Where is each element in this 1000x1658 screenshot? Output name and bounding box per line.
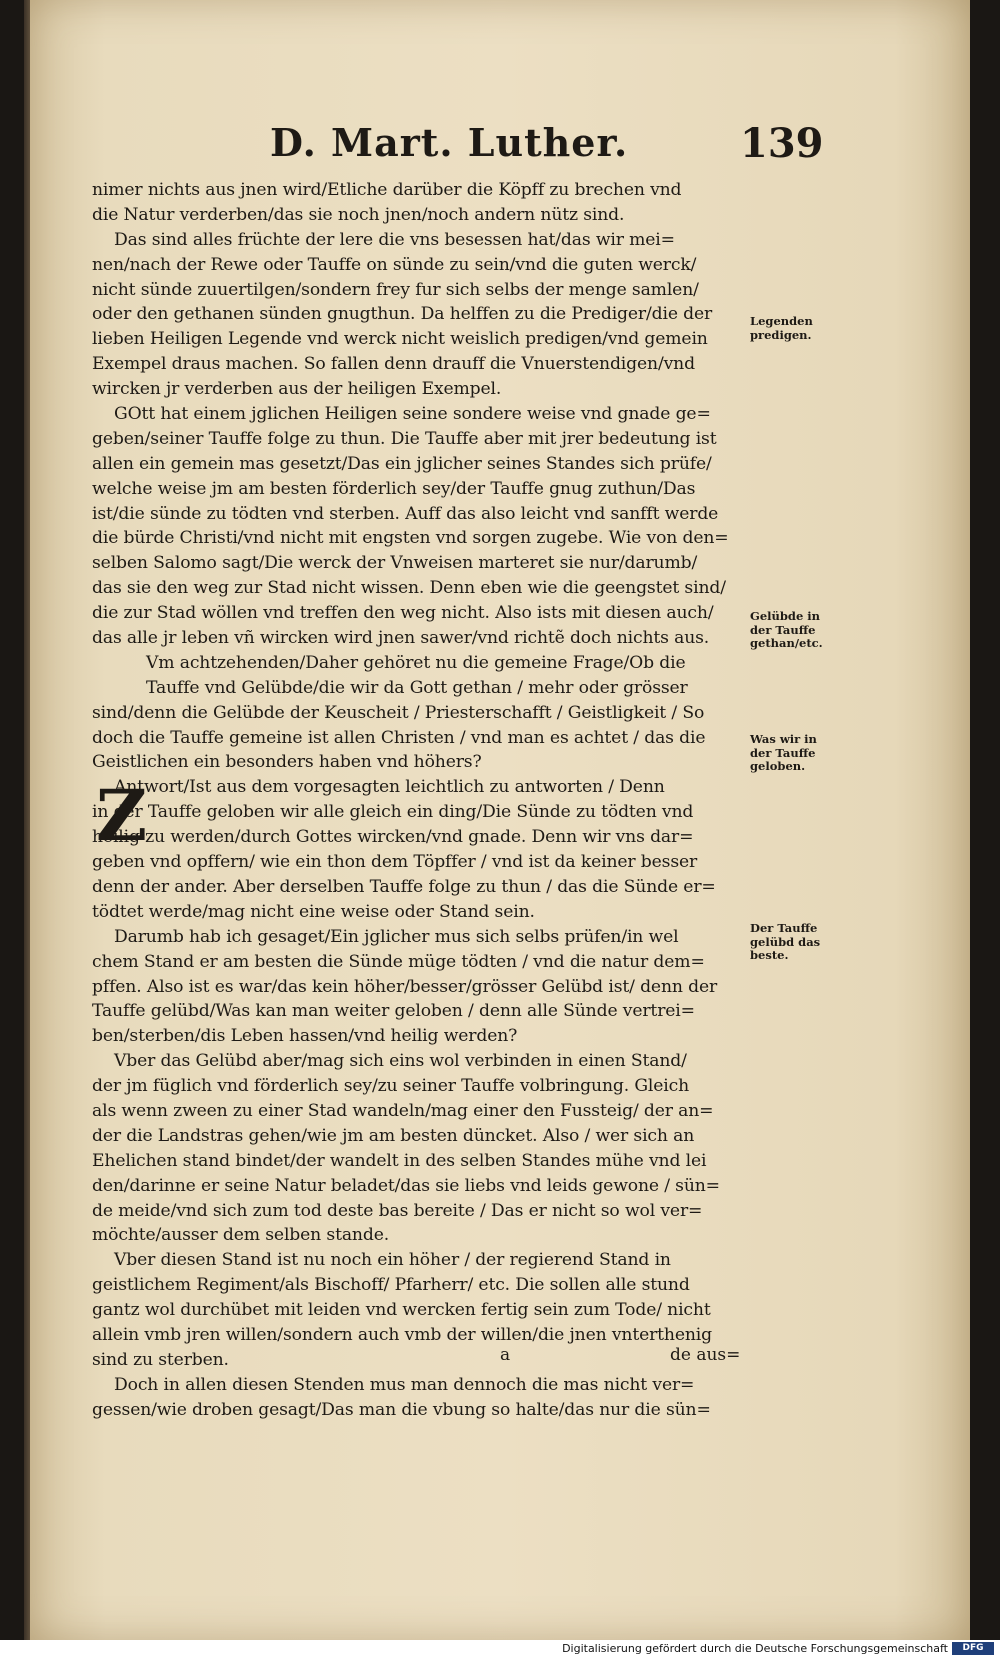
marginal-line: predigen. [750, 327, 812, 342]
text-line: selben Salomo sagt/Die werck der Vnweisen marteret sie nur/darumb/ [92, 553, 698, 574]
text-line: allein vmb jren willen/sondern auch vmb der willen/die jnen vnterthenig [92, 1324, 712, 1345]
text-line: sind/denn die Gelübde der Keuscheit / Priesterschafft / Geistligkeit / So [92, 702, 705, 723]
text-line: Ehelichen stand bindet/der wandelt in des selben Standes mühe vnd lei [92, 1150, 707, 1171]
text-line: allen ein gemein mas gesetzt/Das ein jglicher seines Standes sich prüfe/ [92, 453, 712, 474]
marginal-line: Was wir in [750, 732, 817, 746]
dfg-logo-icon: DFG [952, 1642, 994, 1655]
text-line: heilig zu werden/durch Gottes wircken/vnd gnade. Denn wir vns dar= [92, 827, 694, 848]
text-line: geistlichem Regiment/als Bischoff/ Pfarherr/ etc. Die sollen alle stund [92, 1275, 690, 1296]
text-line: doch die Tauffe gemeine ist allen Christen / vnd man es achtet / das die [92, 727, 706, 748]
text-line: chem Stand er am besten die Sünde müge tödten / vnd die natur dem= [92, 951, 705, 972]
text-line: in der Tauffe geloben wir alle gleich ein ding/Die Sünde zu tödten vnd [92, 802, 694, 823]
text-line: gessen/wie droben gesagt/Das man die vbung so halte/das nur die sün= [92, 1399, 711, 1420]
text-line: geben/seiner Tauffe folge zu thun. Die Tauffe aber mit jrer bedeutung ist [92, 428, 717, 449]
drop-cap: Z [96, 774, 148, 857]
text-line: als wenn zween zu einer Stad wandeln/mag einer den Fussteig/ der an= [92, 1100, 714, 1121]
marginal-line: gethan/etc. [750, 636, 823, 650]
marginal-line: Legenden [750, 314, 813, 328]
marginal-line: der Tauffe [750, 622, 816, 637]
page-header [30, 120, 970, 180]
text-line: denn der ander. Aber derselben Tauffe folge zu thun / das die Sünde er= [92, 876, 716, 897]
running-title: D. Mart. Luther. [270, 120, 629, 165]
funding-note: Digitalisierung gefördert durch die Deutsche Forschungsgemeinschaft [562, 1642, 948, 1655]
text-line: sind zu sterben. [92, 1349, 229, 1370]
page-number: 139 [740, 120, 824, 167]
marginal-note-beste [750, 922, 850, 963]
text-line: Exempel draus machen. So fallen denn drauff die Vnuerstendigen/vnd [92, 354, 695, 375]
text-line: Vber das Gelübd aber/mag sich eins wol verbinden in einen Stand/ [114, 1051, 687, 1072]
marginal-line: beste. [750, 948, 789, 962]
text-line: tödtet werde/mag nicht eine weise oder Stand sein. [92, 901, 535, 922]
text-line: ist/die sünde zu tödten vnd sterben. Auff das also leicht vnd sanfft werde [92, 503, 719, 524]
text-line: Darumb hab ich gesaget/Ein jglicher mus sich selbs prüfen/in wel [114, 926, 679, 947]
marginal-note-geloben [750, 733, 850, 774]
text-line: möchte/ausser dem selben stande. [92, 1225, 390, 1246]
text-line: die Natur verderben/das sie noch jnen/noch andern nütz sind. [92, 204, 625, 225]
text-line: lieben Heiligen Legende vnd werck nicht weislich predigen/vnd gemein [92, 329, 708, 350]
text-line: geben vnd opffern/ wie ein thon dem Töpffer / vnd ist da keiner besser [92, 852, 698, 873]
text-line: GOtt hat einem jglichen Heiligen seine sondere weise vnd gnade ge= [114, 404, 711, 425]
text-line: das sie den weg zur Stad nicht wissen. Denn eben wie die geengstet sind/ [92, 578, 726, 599]
text-line: oder den gethanen sünden gnugthun. Da helffen zu die Prediger/die der [92, 304, 713, 325]
text-line: der jm füglich vnd förderlich sey/zu seiner Tauffe volbringung. Gleich [92, 1076, 690, 1097]
text-line: Das sind alles früchte der lere die vns besessen hat/das wir mei= [114, 229, 675, 250]
text-line: Doch in allen diesen Stenden mus man dennoch die mas nicht ver= [114, 1374, 695, 1395]
marginal-line: gelübd das [750, 934, 821, 949]
text-line: die bürde Christi/vnd nicht mit engsten vnd sorgen zugebe. Wie von den= [92, 528, 729, 549]
book-page [30, 0, 970, 1640]
text-line: Tauffe gelübd/Was kan man weiter geloben / denn alle Sünde vertrei= [92, 1001, 695, 1022]
text-line: nen/nach der Rewe oder Tauffe on sünde zu sein/vnd die guten werck/ [92, 254, 697, 275]
signature-mark: a [500, 1345, 511, 1365]
text-line: Vm achtzehenden/Daher gehöret nu die gemeine Frage/Ob die [146, 652, 686, 673]
text-line: gantz wol durchübet mit leiden vnd wercken fertig sein zum Tode/ nicht [92, 1300, 711, 1321]
text-line: Vber diesen Stand ist nu noch ein höher / der regierend Stand in [114, 1250, 671, 1271]
text-line: nicht sünde zuuertilgen/sondern frey fur sich selbs der menge samlen/ [92, 279, 699, 300]
text-line: den/darinne er seine Natur beladet/das sie liebs vnd leids gewone / sün= [92, 1175, 720, 1196]
footer-bar [0, 1640, 1000, 1658]
text-line: de meide/vnd sich zum tod deste bas bereite / Das er nicht so wol ver= [92, 1200, 703, 1221]
marginal-line: Gelübde in [750, 609, 820, 623]
text-line: Geistlichen ein besonders haben vnd höhers? [92, 752, 482, 773]
text-line: Tauffe vnd Gelübde/die wir da Gott gethan / mehr oder grösser [146, 677, 688, 698]
marginal-note-geluebde [750, 610, 850, 651]
marginal-line: geloben. [750, 759, 806, 773]
marginal-line: der Tauffe [750, 745, 816, 760]
catchword: de aus= [670, 1345, 741, 1365]
text-line: die zur Stad wöllen vnd treffen den weg nicht. Also ists mit diesen auch/ [92, 603, 714, 624]
text-line: pffen. Also ist es war/das kein höher/besser/grösser Gelübd ist/ denn der [92, 976, 718, 997]
marginal-line: Der Tauffe [750, 921, 818, 935]
text-line: welche weise jm am besten förderlich sey/der Tauffe gnug zuthun/Das [92, 478, 696, 499]
body-text [92, 178, 772, 1423]
text-line: nimer nichts aus jnen wird/Etliche darüber die Köpff zu brechen vnd [92, 180, 682, 200]
text-line: das alle jr leben vñ wircken wird jnen sawer/vnd richtẽ doch nichts aus. [92, 628, 710, 649]
text-line: Antwort/Ist aus dem vorgesagten leichtlich zu antworten / Denn [114, 777, 665, 798]
text-line: ben/sterben/dis Leben hassen/vnd heilig werden? [92, 1026, 518, 1047]
text-line: wircken jr verderben aus der heiligen Exempel. [92, 379, 502, 400]
text-line: der die Landstras gehen/wie jm am besten düncket. Also / wer sich an [92, 1125, 695, 1146]
marginal-note-legenden [750, 315, 850, 342]
